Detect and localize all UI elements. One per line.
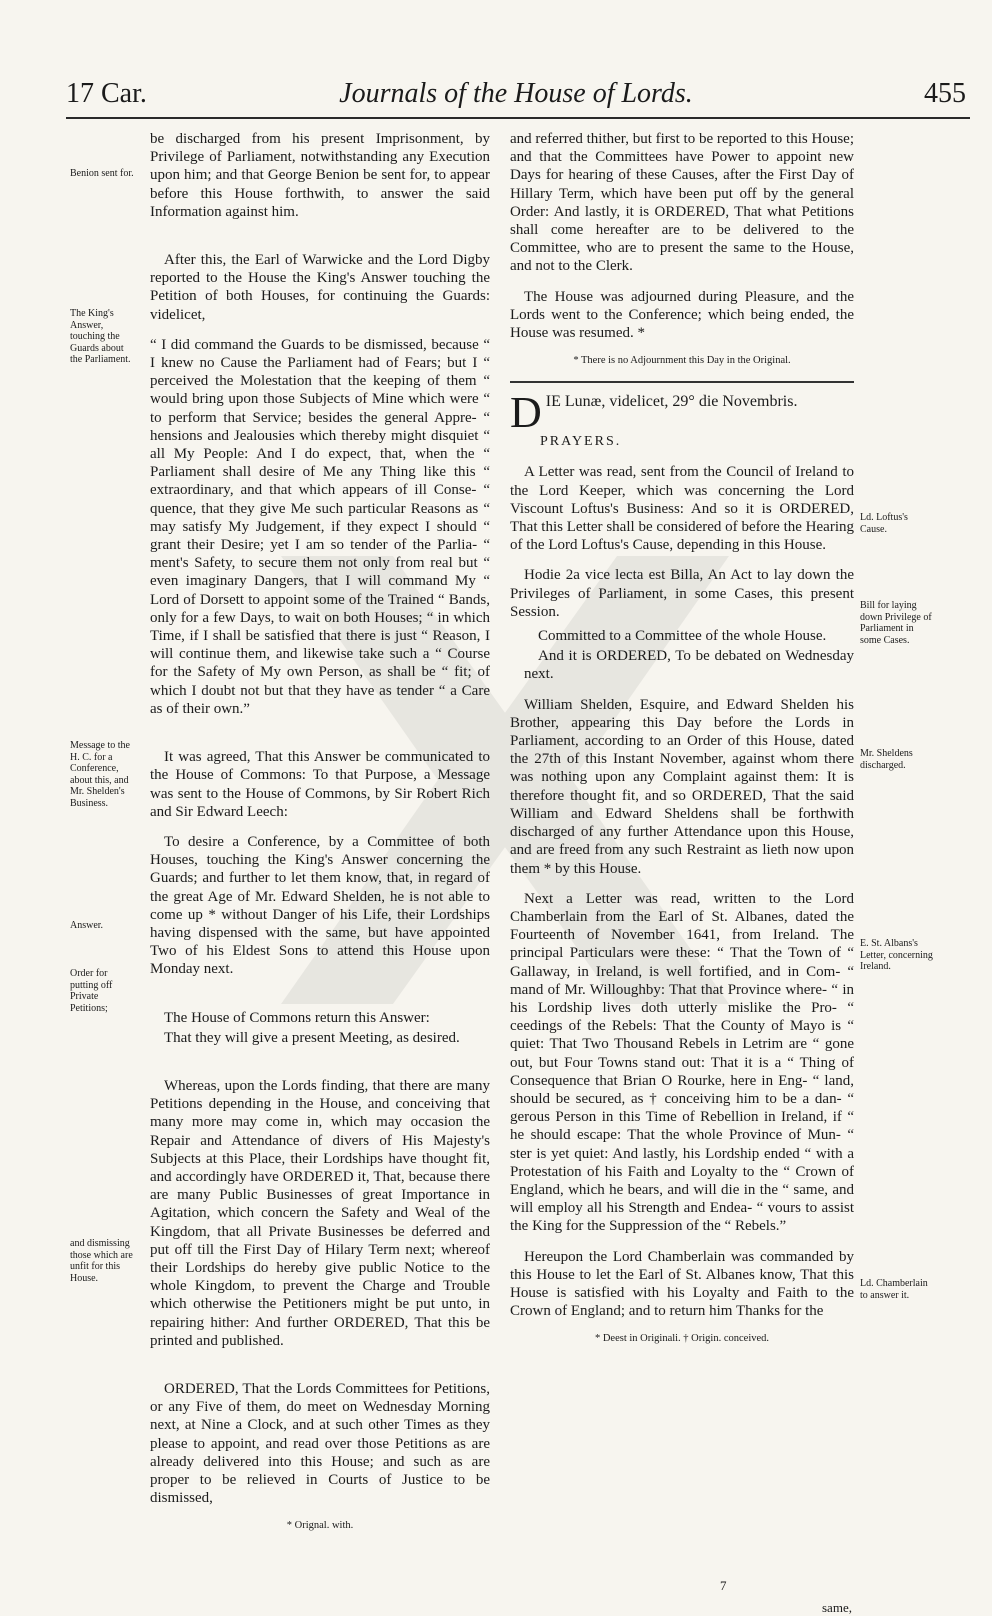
margin-note-message: Message to the H. C. for a Conference, about this, and Mr. Shelden's Business. — [70, 740, 130, 809]
paragraph-bill: Hodie 2a vice lecta est Billa, An Act to lay down the Privileges of Parliament, in some Cases, this present Session. — [510, 567, 854, 620]
header-rule — [66, 117, 970, 119]
paragraph-ireland-letter: A Letter was read, sent from the Council of Ireland to the Lord Keeper, which was concerning the Lord Viscount Loftus's Business: And so it is ORDERED, That this Letter shall be considered of before the Hearing of the Lord Loftus's Cause, depending in this House. — [510, 464, 854, 554]
margin-note-kings-answer: The King's Answer, touching the Guards about the Parliament. — [70, 308, 131, 365]
section-divider — [510, 381, 854, 383]
date-heading — [510, 388, 854, 438]
paragraph-adjourned: The House was adjourned during Pleasure, and the Lords went to the Conference; which being ended, the House was resumed. * — [510, 288, 854, 342]
paragraph-st-albans-letter: Next a Letter was read, written to the Lord Chamberlain from the Earl of St. Albanes, dated the Fourteenth of November 1641, from Ireland. The principal Particulars were these: “ That the Town of “ Gallaway, in Ireland, is well fortified, and in Com- “ mand of Mr. Willoughby: That that Province where- “ in his Lordship lives doth utterly mislike the Pro- “ ceedings of the Rebels: That the County of Mayo is “ quiet: That Two Thousand Rebels in Letrim are “ gone out, but Four Towns stand out: That it is a “ Thing of Consequence that Brian O Rourke, here in Eng- “ land, should be secured, as † conceiving him to be a dan- “ gerous Person in this Time of Rebellion in Ireland, if “ he should escape: That the whole Province of Mun- “ ster is yet quiet: And lastly, his Lordship ended “ with a Protestation of his Faith and Loyalty to the “ Crown of England, which he bears, and will die in the “ same, and will employ all his Strength and Endea- “ vours to assist the King for the Suppression of the “ Rebels.” — [510, 890, 854, 1235]
margin-note-st-albans: E. St. Albans's Letter, concerning Ireland. — [860, 938, 933, 972]
running-title: Journals of the House of Lords. — [339, 78, 693, 109]
kings-answer-quote: “ I did command the Guards to be dismissed, because “ I knew no Cause the Parliament had of Fears; but I “ perceived the Molestation that the keeping of them “ would bring upon those Subjects of Mine which were “ to perform that Service; besides the general Appre- “ hensions and Jealousies which thereby might disquiet “ all My People: And I do expect, that, when the “ Parliament shall desire of Me any Thing like this “ extraordinary, and that which appears of ill Conse- “ quence, that they give Me such particular Reasons as “ may satisfy My Judgement, if they expect I should “ grant their Desire; yet I am so tender of the Parlia- “ ment's Safety, to secure them not only from real but “ even imaginary Dangers, that I will command My “ Lord of Dorsett to appoint some of the Trained “ Bands, only for a few Days, to wait on both Houses; “ in which Time, if I shall be satisfied that there is just “ Reason, I will continue them, and likewise take such a “ Course for the Safety of My own Person, as shall be “ fit; of which I doubt not but that they have as tender “ a Care as of their own.” — [150, 336, 490, 717]
paragraph-private-petitions: Whereas, upon the Lords finding, that there are many Petitions depending in the House, and conceiving that many more may come in, which may occasion the Repair and Attendance of divers of His Majesty's Subjects at this Place, their Lordships have thought fit, and accordingly have ORDERED it, That, because there are many Public Businesses of great Importance in Agitation, which concern the Safety and Weal of the Kingdom, that all Private Businesses be deferred and put off till the First Day of Hilary Term next; whereof their Lordships do hereby give public Notice to the whole Kingdom, to prevent the Charge and Trouble which otherwise the Petitioners might be put unto, in repairing hither: And further ORDERED, That this be printed and published. — [150, 1077, 490, 1349]
paragraph-benion: be discharged from his present Imprisonment, by Privilege of Parliament, notwithstanding any Execution upon him; and that George Benion be sent for, to appear before this House forthwith, to answer the said Information against him. — [150, 131, 490, 220]
drop-cap: D — [510, 388, 542, 438]
paragraph-debated: And it is ORDERED, To be debated on Wednesday next. — [524, 648, 854, 683]
margin-note-benion: Benion sent for. — [70, 168, 134, 179]
date-line: IE Lunæ, videlicet, 29° die Novembris. — [545, 393, 798, 411]
paragraph-referred: and referred thither, but first to be reported to this House; and that the Committees have Power to appoint new Days for hearing of these Causes, after the First Day of Hillary Term, which have been put off by the general Order: And lastly, it is ORDERED, That what Petitions shall come hereafter are to be delivered to the Committee, who are to present the same to the House, and not to the Clerk. — [510, 131, 854, 275]
margin-note-answer: Answer. — [70, 920, 104, 931]
margin-note-dismissing: and dismissing those which are unfit for this House. — [70, 1238, 133, 1284]
signature-mark: 7 — [720, 1578, 727, 1593]
paragraph-chamberlain: Hereupon the Lord Chamberlain was commanded by this House to let the Earl of St. Albanes know, That this House is satisfied with his Loyalty and Faith to the Crown of England; and to return him Thanks for the — [510, 1248, 854, 1320]
footnote-right: * Deest in Originali. † Origin. conceived. — [594, 1333, 770, 1345]
paragraph-agreed: It was agreed, That this Answer be communicated to the House of Commons: To that Purpose, a Message was sent to the House of Commons, by Sir Robert Rich and Sir Edward Leech: — [150, 749, 490, 820]
margin-note-chamberlain: Ld. Chamberlain to answer it. — [860, 1278, 928, 1301]
paragraph-commons-answer: That they will give a present Meeting, as desired. — [164, 1029, 460, 1046]
paragraph-message: To desire a Conference, by a Committee of both Houses, touching the King's Answer concerning the Guards; and further to let them know, that, in regard of the great Age of Mr. Edward Shelden, he is not able to come up * without Danger of his Life, their Lordships having dispensed with the same, but have appointed Two of his Eldest Sons to attend this House upon Monday next. — [150, 833, 490, 978]
regnal-year: 17 Car. — [66, 78, 147, 109]
footnote-adjournment: * There is no Adjournment this Day in the Original. — [573, 355, 791, 367]
paragraph-committees-order: ORDERED, That the Lords Committees for Petitions, or any Five of them, do meet on Wednesday Morning next, at Nine a Clock, and at such other Times as they please to appoint, and read over those Petitions as are already delivered into this House; and such as are proper to be relieved in Courts of Justice to be dismissed, — [150, 1380, 490, 1507]
paragraph-committed: Committed to a Committee of the whole House. — [538, 628, 827, 645]
left-column — [150, 130, 490, 1540]
prayers-heading: PRAYERS. — [540, 434, 622, 450]
catchword: same, — [822, 1600, 852, 1615]
paragraph-commons-return: The House of Commons return this Answer: — [164, 1009, 430, 1026]
margin-note-order-private: Order for putting off Private Petitions; — [70, 968, 113, 1014]
footnote-left: * Orignal. with. — [286, 1520, 354, 1532]
margin-note-sheldens: Mr. Sheldens discharged. — [860, 748, 913, 771]
margin-note-bill: Bill for laying down Privilege of Parliament in some Cases. — [860, 600, 932, 646]
page-number: 455 — [924, 78, 966, 109]
right-column — [510, 130, 854, 1353]
margin-note-loftus: Ld. Loftus's Cause. — [860, 512, 908, 535]
paragraph-report: After this, the Earl of Warwicke and the Lord Digby reported to the House the King's Answer touching the Petition of both Houses, for continuing the Guards: videlicet, — [150, 252, 490, 323]
paragraph-sheldens: William Shelden, Esquire, and Edward Shelden his Brother, appearing this Day before the Lords in Parliament, according to an Order of this House, dated the 27th of this Instant November, against whom there was nothing upon any Complaint against them: It is therefore thought fit, and so ORDERED, That the said William and Edward Sheldens shall be forthwith discharged of any further Attendance upon this House, and are freed from any such Restraint as lieth now upon them * by this House. — [510, 696, 854, 877]
